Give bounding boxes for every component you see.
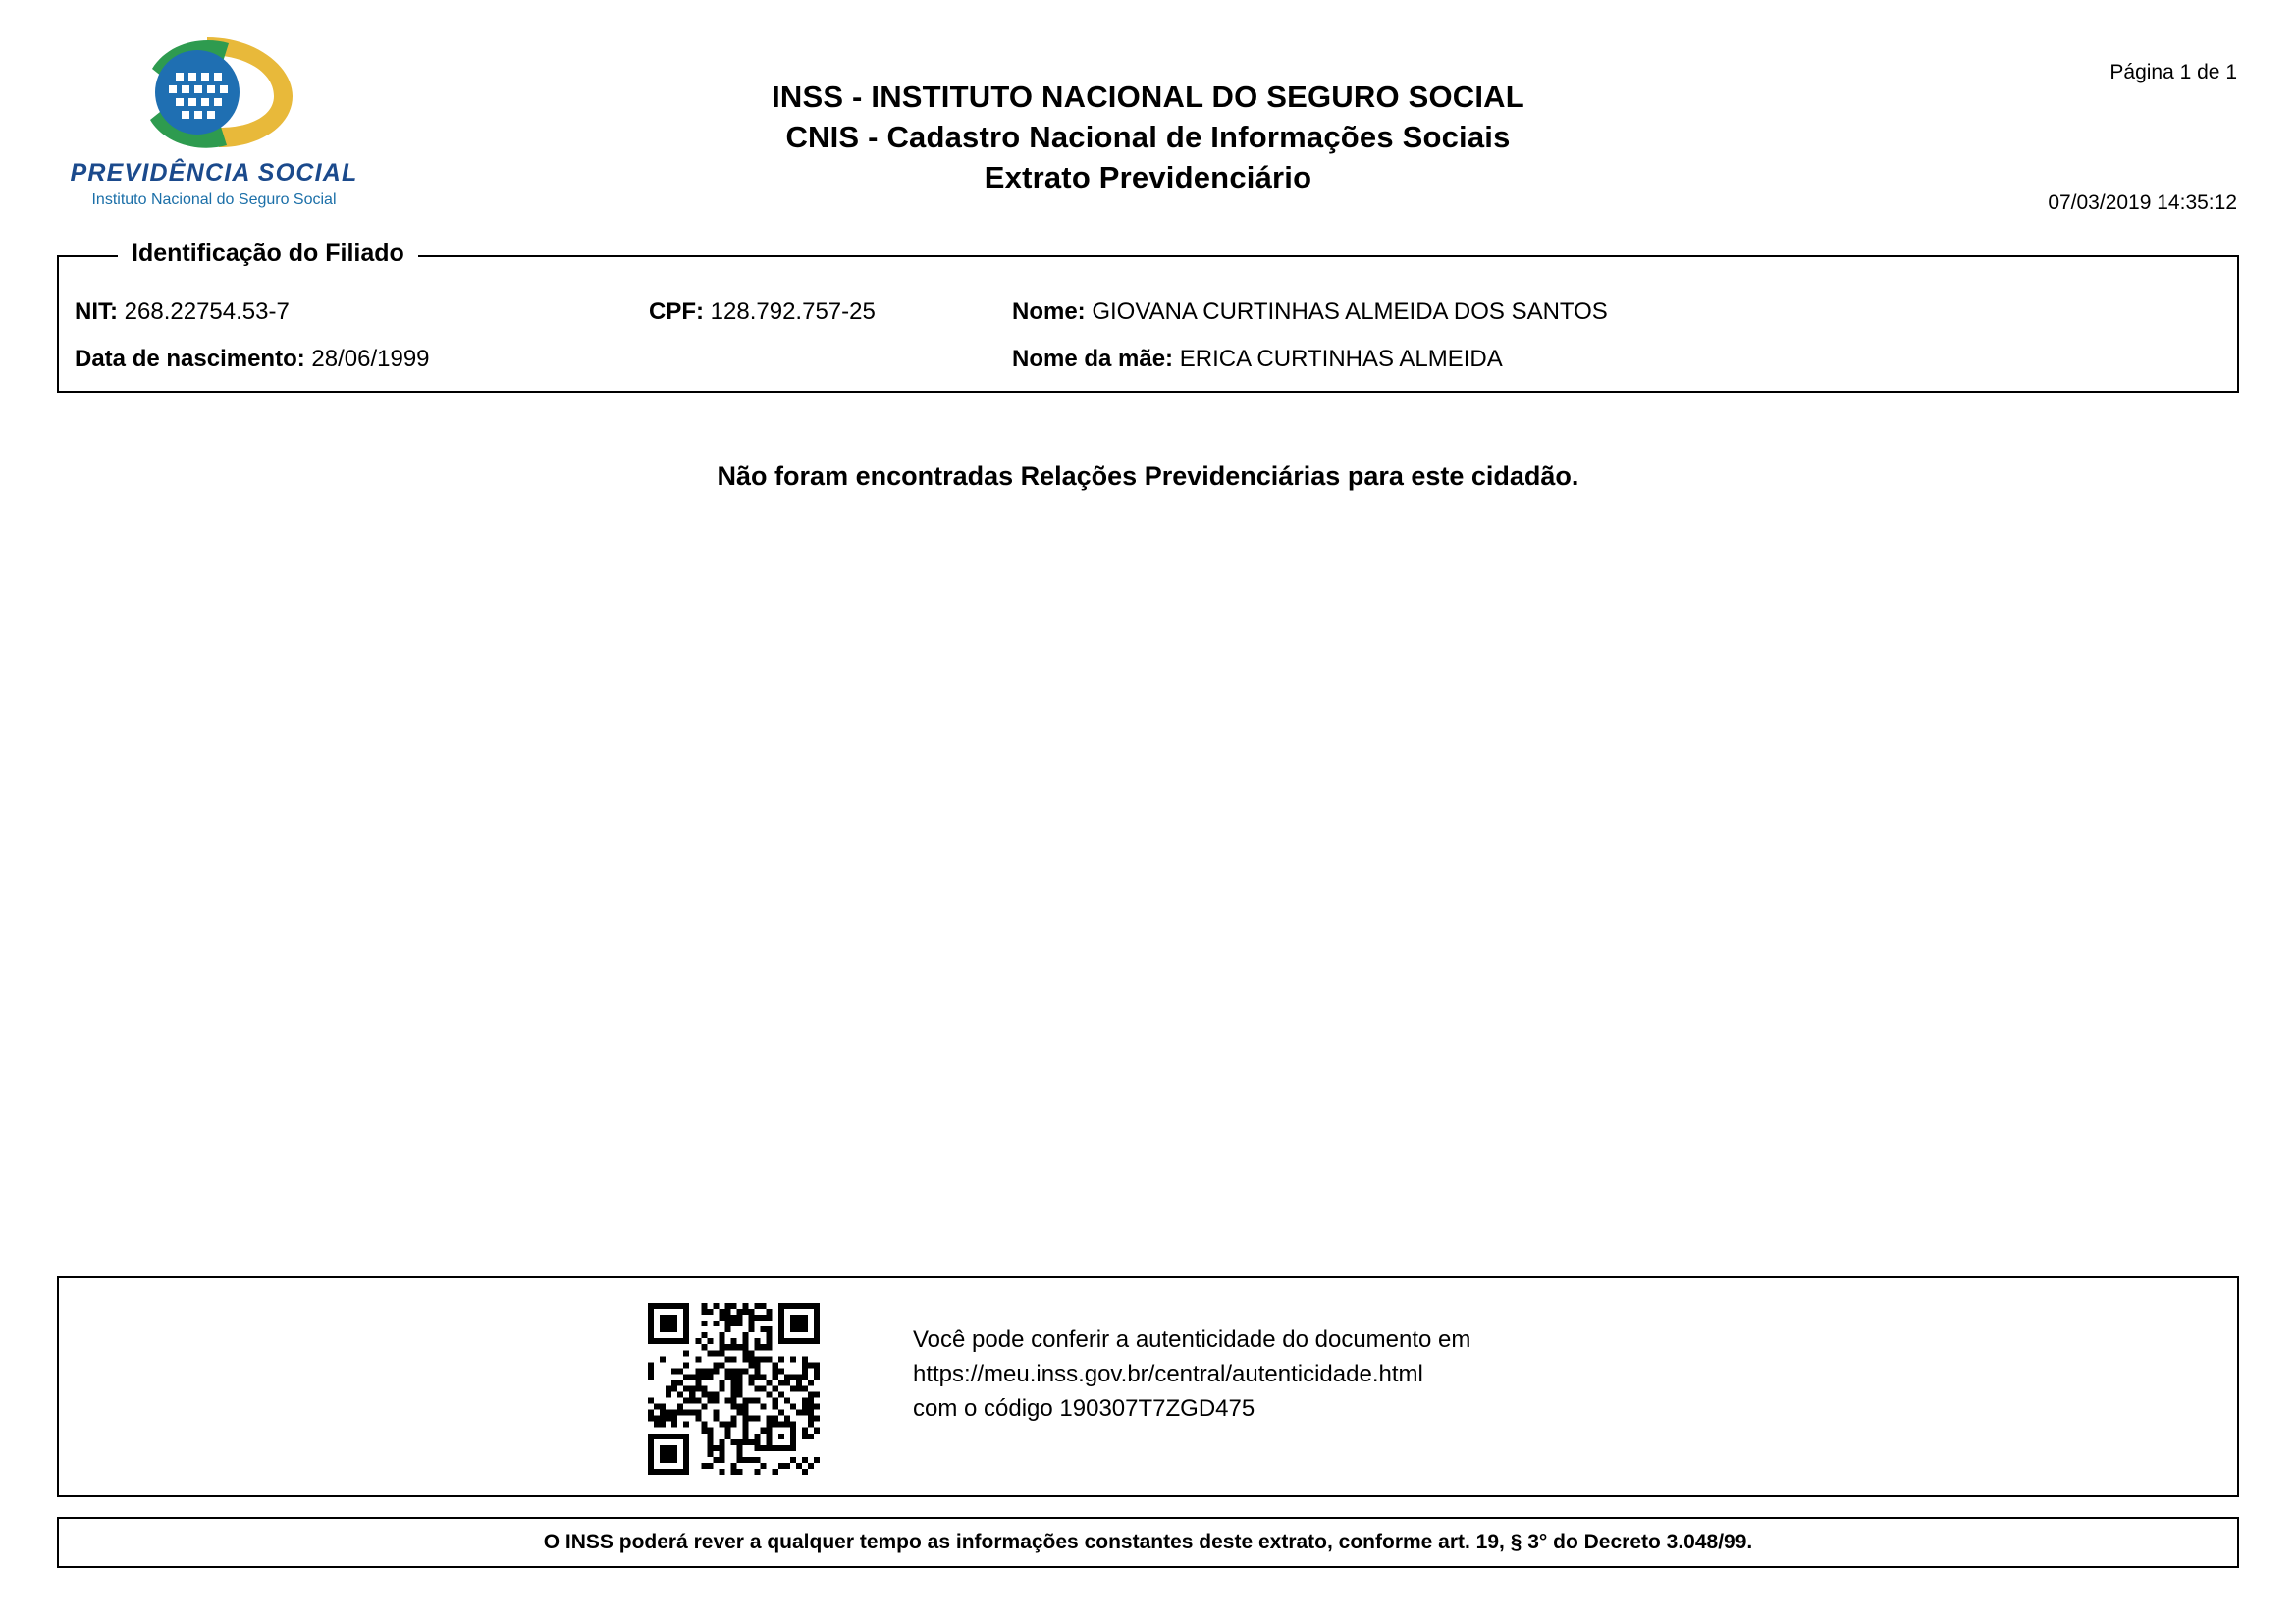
birthdate-value: 28/06/1999 — [311, 346, 430, 372]
cpf-field — [649, 298, 876, 326]
document-title — [57, 77, 2239, 197]
identification-legend: Identificação do Filiado — [118, 240, 418, 268]
footer-notice-panel — [57, 1517, 2239, 1568]
nit-value: 268.22754.53-7 — [124, 298, 290, 325]
qr-code — [648, 1303, 820, 1475]
authenticity-text — [913, 1323, 1470, 1426]
nit-label: NIT: — [75, 298, 118, 325]
nome-label: Nome: — [1012, 298, 1086, 325]
mother-name-field — [1012, 346, 1503, 373]
nome-field — [1012, 298, 1608, 326]
document-header — [57, 0, 2239, 245]
mother-name-value: ERICA CURTINHAS ALMEIDA — [1179, 346, 1503, 372]
nit-field — [75, 298, 290, 326]
title-line-1: INSS - INSTITUTO NACIONAL DO SEGURO SOCIAL — [772, 80, 1524, 114]
no-records-message: Não foram encontradas Relações Previdenciárias para este cidadão. — [717, 461, 1579, 491]
identification-panel — [57, 240, 2239, 393]
nome-value: GIOVANA CURTINHAS ALMEIDA DOS SANTOS — [1092, 298, 1608, 325]
birthdate-field — [75, 346, 430, 373]
page-number: Página 1 de 1 — [2109, 61, 2237, 83]
title-line-2: CNIS - Cadastro Nacional de Informações Sociais — [785, 120, 1511, 154]
logo-brand-line-1: PREVIDÊNCIA SOCIAL — [70, 159, 358, 187]
logo-brand-line-2: Instituto Nacional do Seguro Social — [91, 191, 337, 208]
footer-notice: O INSS poderá rever a qualquer tempo as informações constantes deste extrato, conforme art. 19, § 3° do Decreto 3.048/99. — [543, 1531, 1753, 1553]
cpf-value: 128.792.757-25 — [710, 298, 876, 325]
authenticity-line-1: Você pode conferir a autenticidade do documento em — [913, 1326, 1471, 1353]
authenticity-line-2: https://meu.inss.gov.br/central/autenticidade.html — [913, 1361, 1423, 1387]
generation-timestamp: 07/03/2019 14:35:12 — [2048, 191, 2237, 214]
cpf-label: CPF: — [649, 298, 704, 325]
birthdate-label: Data de nascimento: — [75, 346, 305, 372]
title-line-3: Extrato Previdenciário — [984, 160, 1312, 194]
authenticity-panel — [57, 1276, 2239, 1497]
authenticity-line-3: com o código 190307T7ZGD475 — [913, 1395, 1255, 1422]
mother-name-label: Nome da mãe: — [1012, 346, 1174, 372]
